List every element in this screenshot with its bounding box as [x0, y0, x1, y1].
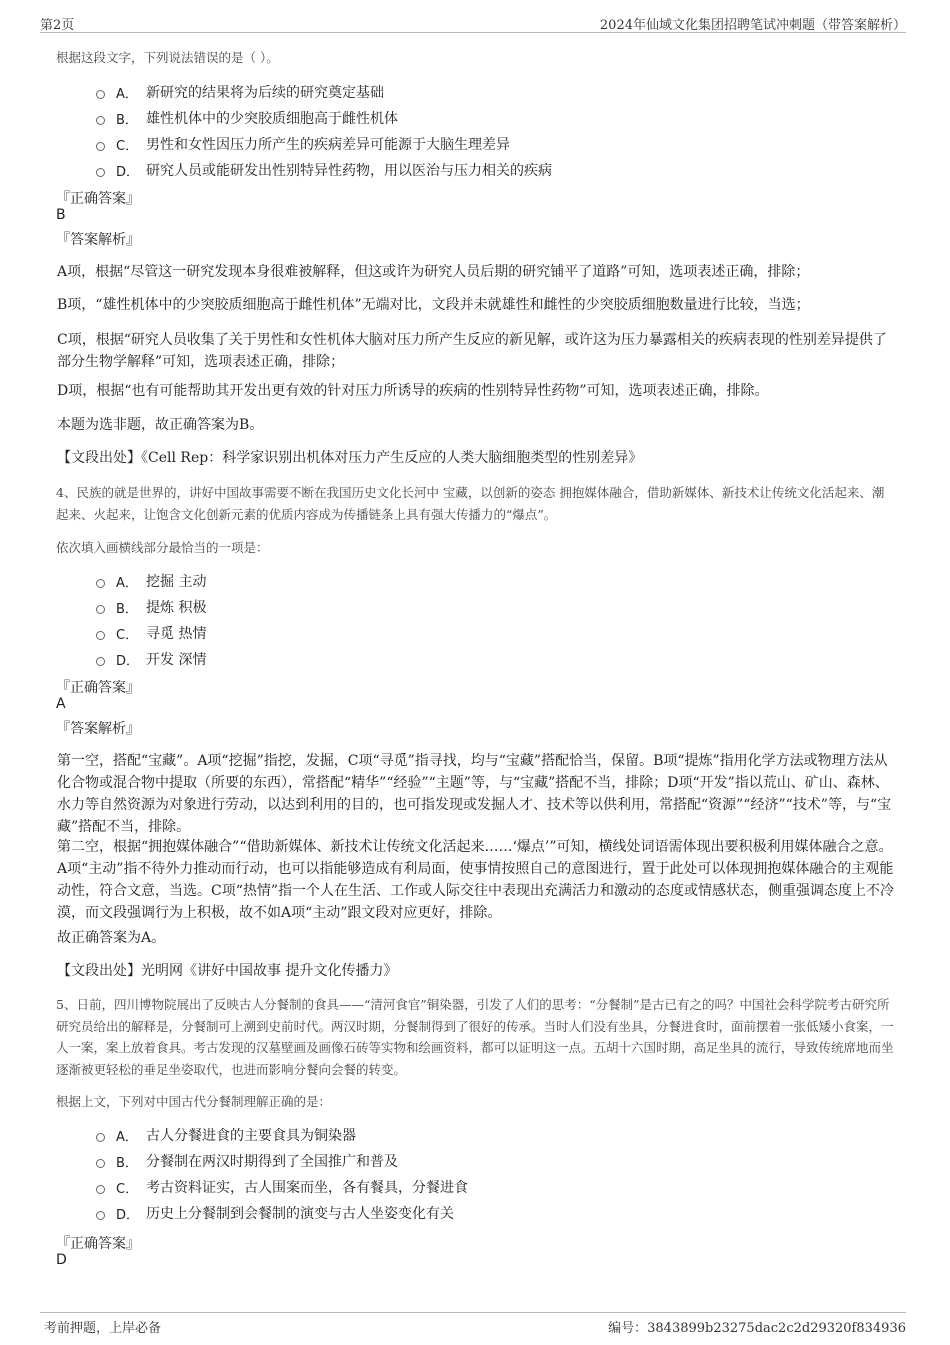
option-d[interactable] — [96, 1200, 876, 1226]
option-letter: D． — [116, 164, 140, 180]
analysis-paragraph: 第一空，搭配“宝藏”。A项“挖掘”指挖，发掘，C项“寻觅”指寻找，均与“宝藏”搭配恰当，保留。B项“提炼”指用化学方法或物理方法从化合物或混合物中提取（所要的东西），常搭配“精华”“经验”“主题”等，与“宝藏”搭配不当，排除；D项“开发”指以荒山、矿山、森林、水力等自然资源为对象进行劳动，以达到利用的目的，也可指发现或发掘人才、技术等以供利用，常搭配“资源”“经济”“技术”等，与“宝藏”搭配不当，排除。 — [57, 753, 892, 835]
radio-icon[interactable] — [96, 631, 105, 640]
radio-icon[interactable] — [96, 1185, 105, 1194]
radio-icon[interactable] — [96, 90, 105, 99]
answer-heading: 『正确答案』 — [56, 680, 140, 696]
document-serial: 编号：3843899b23275dac2c2d29320f834936 — [608, 1321, 906, 1336]
radio-icon[interactable] — [96, 657, 105, 666]
option-letter: D． — [116, 1207, 140, 1223]
answer-value: A — [56, 696, 66, 712]
option-text: 寻觅 热情 — [146, 626, 207, 642]
question-prompt: 根据上文，下列对中国古代分餐制理解正确的是： — [56, 1094, 332, 1109]
option-letter: B． — [116, 601, 138, 617]
option-text: 历史上分餐制到会餐制的演变与古人坐姿变化有关 — [146, 1206, 454, 1222]
analysis-paragraph: B项，“雄性机体中的少突胶质细胞高于雌性机体”无端对比，文段并未就雄性和雌性的少突胶质细胞数量进行比较，当选； — [57, 297, 810, 313]
option-text: 挖掘 主动 — [146, 574, 207, 590]
option-letter: B． — [116, 1155, 138, 1171]
option-b[interactable] — [96, 105, 876, 131]
analysis-paragraph: D项，根据“也有可能帮助其开发出更有效的针对压力所诱导的疾病的性别特异性药物”可知，选项表述正确，排除。 — [57, 383, 769, 399]
analysis-paragraph: C项，根据“研究人员收集了关于男性和女性机体大脑对压力所产生反应的新见解，或许这为压力暴露相关的疾病表现的性别差异提供了部分生物学解释”可知，选项表述正确，排除； — [57, 332, 887, 370]
option-letter: A． — [116, 1129, 138, 1145]
option-text: 提炼 积极 — [146, 600, 207, 616]
option-letter: D． — [116, 653, 140, 669]
option-letter: C． — [116, 138, 139, 154]
option-list — [96, 1122, 876, 1226]
radio-icon[interactable] — [96, 1133, 105, 1142]
analysis-paragraph: 第二空，根据“拥抱媒体融合”“借助新媒体、新技术让传统文化活起来……‘爆点’”可知，横线处词语需体现出要积极利用媒体融合之意。A项“主动”指不待外力推动而行动，也可以指能够造成有利局面，使事情按照自己的意图进行，置于此处可以体现拥抱媒体融合的主观能动性，符合文意，当选。C项“热情”指一个人在生活、工作或人际交往中表现出充满活力和激动的态度或情感状态，侧重强调态度上不冷漠，而文段强调行为上积极，故不如A项“主动”跟文段对应更好，排除。 — [57, 839, 895, 921]
answer-heading: 『正确答案』 — [56, 1236, 140, 1252]
source-citation: 【文段出处】《Cell Rep：科学家识别出机体对压力产生反应的人类大脑细胞类型的性别差异》 — [57, 450, 643, 466]
option-list — [96, 79, 876, 183]
radio-icon[interactable] — [96, 1159, 105, 1168]
option-a[interactable] — [96, 79, 876, 105]
option-text: 分餐制在两汉时期得到了全国推广和普及 — [146, 1154, 398, 1170]
answer-value: D — [56, 1252, 67, 1268]
question-passage: 5、日前，四川博物院展出了反映古人分餐制的食具——“清河食官”铜染器，引发了人们的思考：“分餐制”是古已有之的吗？中国社会科学院考古研究所研究员给出的解释是，分餐制可上溯到史前时代。两汉时期，分餐制得到了很好的传承。当时人们没有坐具，分餐进食时，面前摆着一张低矮小食案，一人一案，案上放着食具。考古发现的汉墓壁画及画像石砖等实物和绘画资料，都可以证明这一点。五胡十六国时期，高足坐具的流行，导致传统席地而坐逐渐被更轻松的垂足坐姿取代，也进而影响分餐向会餐的转变。 — [56, 997, 894, 1077]
source-citation: 【文段出处】光明网《讲好中国故事 提升文化传播力》 — [57, 963, 398, 979]
option-text: 雄性机体中的少突胶质细胞高于雌性机体 — [146, 111, 398, 127]
option-letter: C． — [116, 627, 139, 643]
footer-slogan: 考前押题，上岸必备 — [44, 1321, 162, 1336]
option-letter: C． — [116, 1181, 139, 1197]
radio-icon[interactable] — [96, 168, 105, 177]
option-text: 开发 深情 — [146, 652, 207, 668]
page-footer — [40, 1312, 906, 1335]
radio-icon[interactable] — [96, 605, 105, 614]
option-list — [96, 568, 876, 672]
analysis-heading: 『答案解析』 — [56, 232, 140, 248]
option-a[interactable] — [96, 1122, 876, 1148]
radio-icon[interactable] — [96, 579, 105, 588]
question-prompt: 根据这段文字，下列说法错误的是（ ）。 — [56, 50, 279, 65]
question-prompt: 依次填入画横线部分最恰当的一项是： — [56, 540, 269, 555]
option-letter: A． — [116, 86, 138, 102]
document-title: 2024年仙域文化集团招聘笔试冲刺题（带答案解析） — [599, 18, 906, 33]
option-c[interactable] — [96, 620, 876, 646]
option-d[interactable] — [96, 157, 876, 183]
radio-icon[interactable] — [96, 1211, 105, 1220]
option-b[interactable] — [96, 1148, 876, 1174]
option-d[interactable] — [96, 646, 876, 672]
option-c[interactable] — [96, 1174, 876, 1200]
page-header — [40, 10, 906, 33]
answer-value: B — [56, 207, 66, 223]
analysis-heading: 『答案解析』 — [56, 721, 140, 737]
option-letter: B． — [116, 112, 138, 128]
option-c[interactable] — [96, 131, 876, 157]
radio-icon[interactable] — [96, 116, 105, 125]
option-text: 男性和女性因压力所产生的疾病差异可能源于大脑生理差异 — [146, 137, 510, 153]
analysis-paragraph: A项，根据“尽管这一研究发现本身很难被解释，但这或许为研究人员后期的研究铺平了道路”可知，选项表述正确，排除； — [57, 264, 810, 280]
option-text: 新研究的结果将为后续的研究奠定基础 — [146, 85, 384, 101]
option-b[interactable] — [96, 594, 876, 620]
page-number: 第2页 — [40, 18, 75, 33]
analysis-conclusion: 故正确答案为A。 — [57, 930, 166, 946]
option-text: 考古资料证实，古人围案而坐，各有餐具，分餐进食 — [146, 1180, 468, 1196]
analysis-conclusion: 本题为选非题，故正确答案为B。 — [57, 417, 264, 433]
option-a[interactable] — [96, 568, 876, 594]
question-passage: 4、民族的就是世界的，讲好中国故事需要不断在我国历史文化长河中 宝藏，以创新的姿态 拥抱媒体融合，借助新媒体、新技术让传统文化活起来、潮起来、火起来，让饱含文化创新元素的优质内容成为传播链条上具有强大传播力的“爆点”。 — [56, 485, 885, 522]
radio-icon[interactable] — [96, 142, 105, 151]
answer-heading: 『正确答案』 — [56, 191, 140, 207]
option-text: 研究人员或能研发出性别特异性药物，用以医治与压力相关的疾病 — [146, 163, 552, 179]
option-letter: A． — [116, 575, 138, 591]
option-text: 古人分餐进食的主要食具为铜染器 — [146, 1128, 356, 1144]
